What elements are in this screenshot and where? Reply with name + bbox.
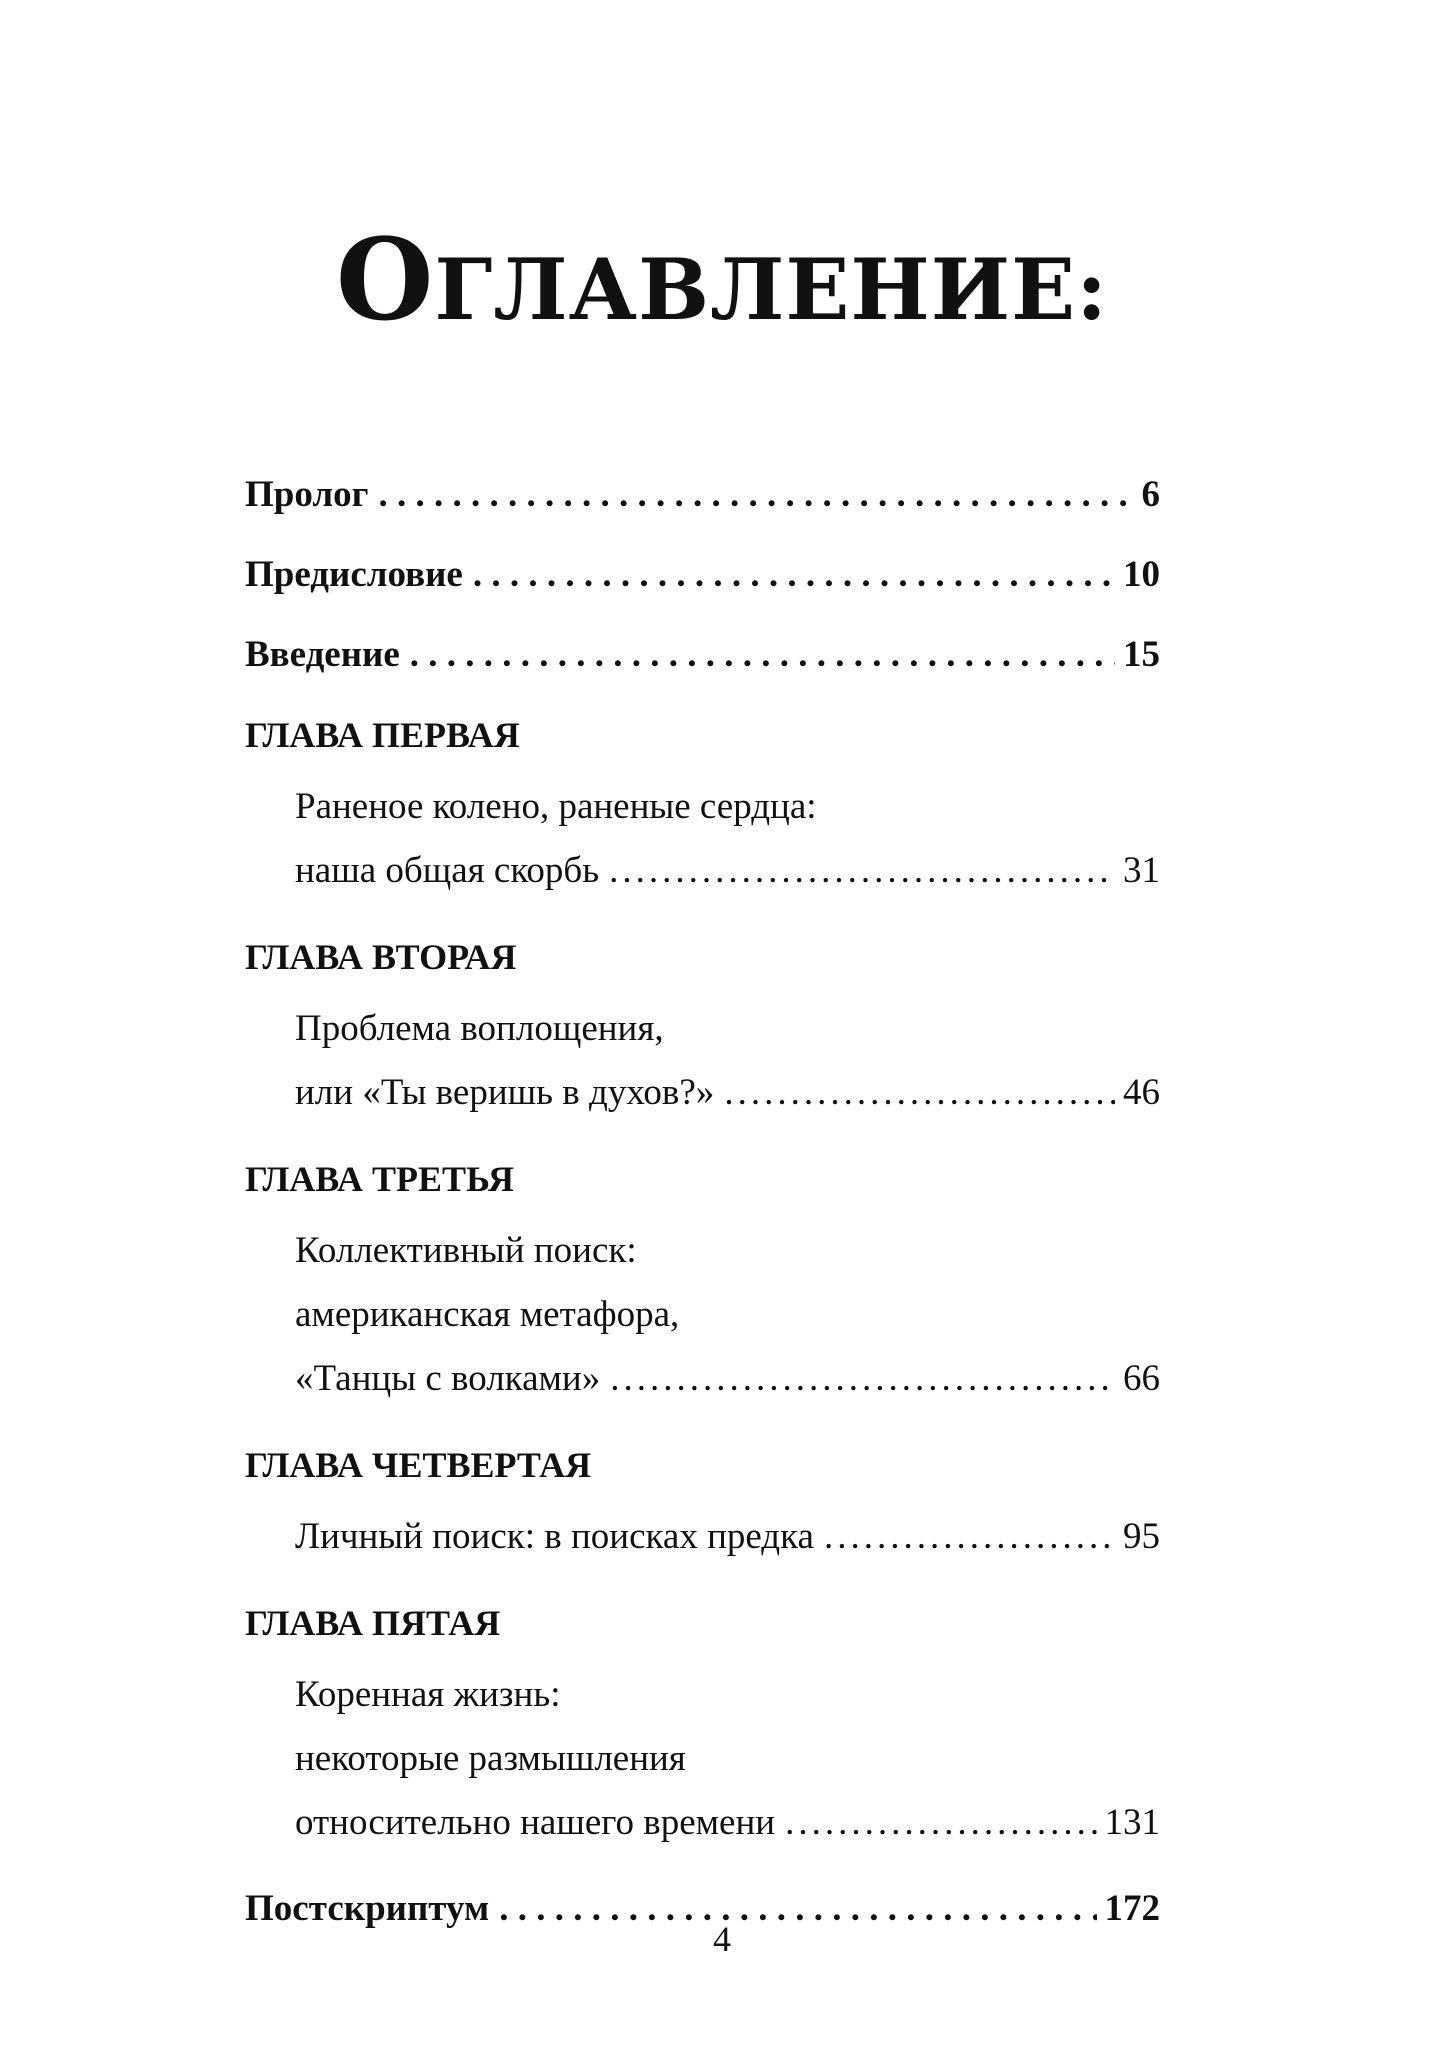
chapter-title-line: Коллективный поиск: <box>295 1230 637 1271</box>
toc-label: Введение <box>245 634 400 675</box>
chapter-title-line: некоторые размышления <box>295 1738 686 1779</box>
dot-leader <box>609 839 1115 903</box>
chapter-heading: ГЛАВА ВТОРАЯ <box>245 937 517 977</box>
toc-entry-intro <box>245 615 1160 695</box>
dot-leader <box>410 615 1115 695</box>
toc-entry-chapter-1 <box>245 839 1160 903</box>
toc-page-number: 66 <box>1123 1358 1160 1399</box>
toc-page-number: 95 <box>1123 1516 1160 1557</box>
chapter-title-line: Раненое колено, раненые сердца: <box>295 786 817 827</box>
toc-label: или «Ты веришь в духов?» <box>295 1072 715 1113</box>
chapter-heading: ГЛАВА ПЕРВАЯ <box>245 715 520 755</box>
toc-entry-chapter-2 <box>245 1061 1160 1125</box>
title-rest: ГЛАВЛЕНИЕ: <box>434 240 1109 339</box>
toc-entry-chapter-3 <box>245 1347 1160 1411</box>
toc-label: наша общая скорбь <box>295 850 600 891</box>
dot-leader <box>724 1061 1115 1125</box>
toc-entry-preface <box>245 535 1160 615</box>
toc-page-number: 31 <box>1123 850 1160 891</box>
page-number-footer: 4 <box>713 1919 731 1959</box>
dot-leader <box>610 1347 1115 1411</box>
toc-entry-chapter-4 <box>245 1505 1160 1569</box>
toc-page-number: 172 <box>1104 1888 1160 1929</box>
toc-entry-chapter-5 <box>245 1791 1160 1855</box>
toc-page-number: 15 <box>1123 634 1160 675</box>
dot-leader <box>473 535 1115 615</box>
chapter-title-line: американская метафора, <box>295 1294 680 1335</box>
table-of-contents <box>245 455 1160 1949</box>
toc-page-number: 10 <box>1123 554 1160 595</box>
toc-label: относительно нашего времени <box>295 1802 776 1843</box>
toc-label: Пролог <box>245 474 369 515</box>
toc-page-number: 46 <box>1123 1072 1160 1113</box>
toc-label: Постскриптум <box>245 1888 490 1929</box>
chapter-heading: ГЛАВА ЧЕТВЕРТАЯ <box>245 1445 592 1485</box>
title-initial: О <box>335 215 435 346</box>
toc-label: Личный поиск: в поисках предка <box>295 1516 814 1557</box>
chapter-heading: ГЛАВА ПЯТАЯ <box>245 1603 501 1643</box>
chapter-title-line: Проблема воплощения, <box>295 1008 664 1049</box>
toc-entry-prolog <box>245 455 1160 535</box>
toc-label: «Танцы с волками» <box>295 1358 601 1399</box>
dot-leader <box>824 1505 1115 1569</box>
toc-page-number: 131 <box>1104 1802 1160 1843</box>
chapter-title-line: Коренная жизнь: <box>295 1674 561 1715</box>
dot-leader <box>785 1791 1096 1855</box>
chapter-heading: ГЛАВА ТРЕТЬЯ <box>245 1159 514 1199</box>
dot-leader <box>378 455 1133 535</box>
toc-page-number: 6 <box>1141 474 1160 515</box>
toc-label: Предисловие <box>245 554 463 595</box>
page-title <box>0 215 1444 346</box>
